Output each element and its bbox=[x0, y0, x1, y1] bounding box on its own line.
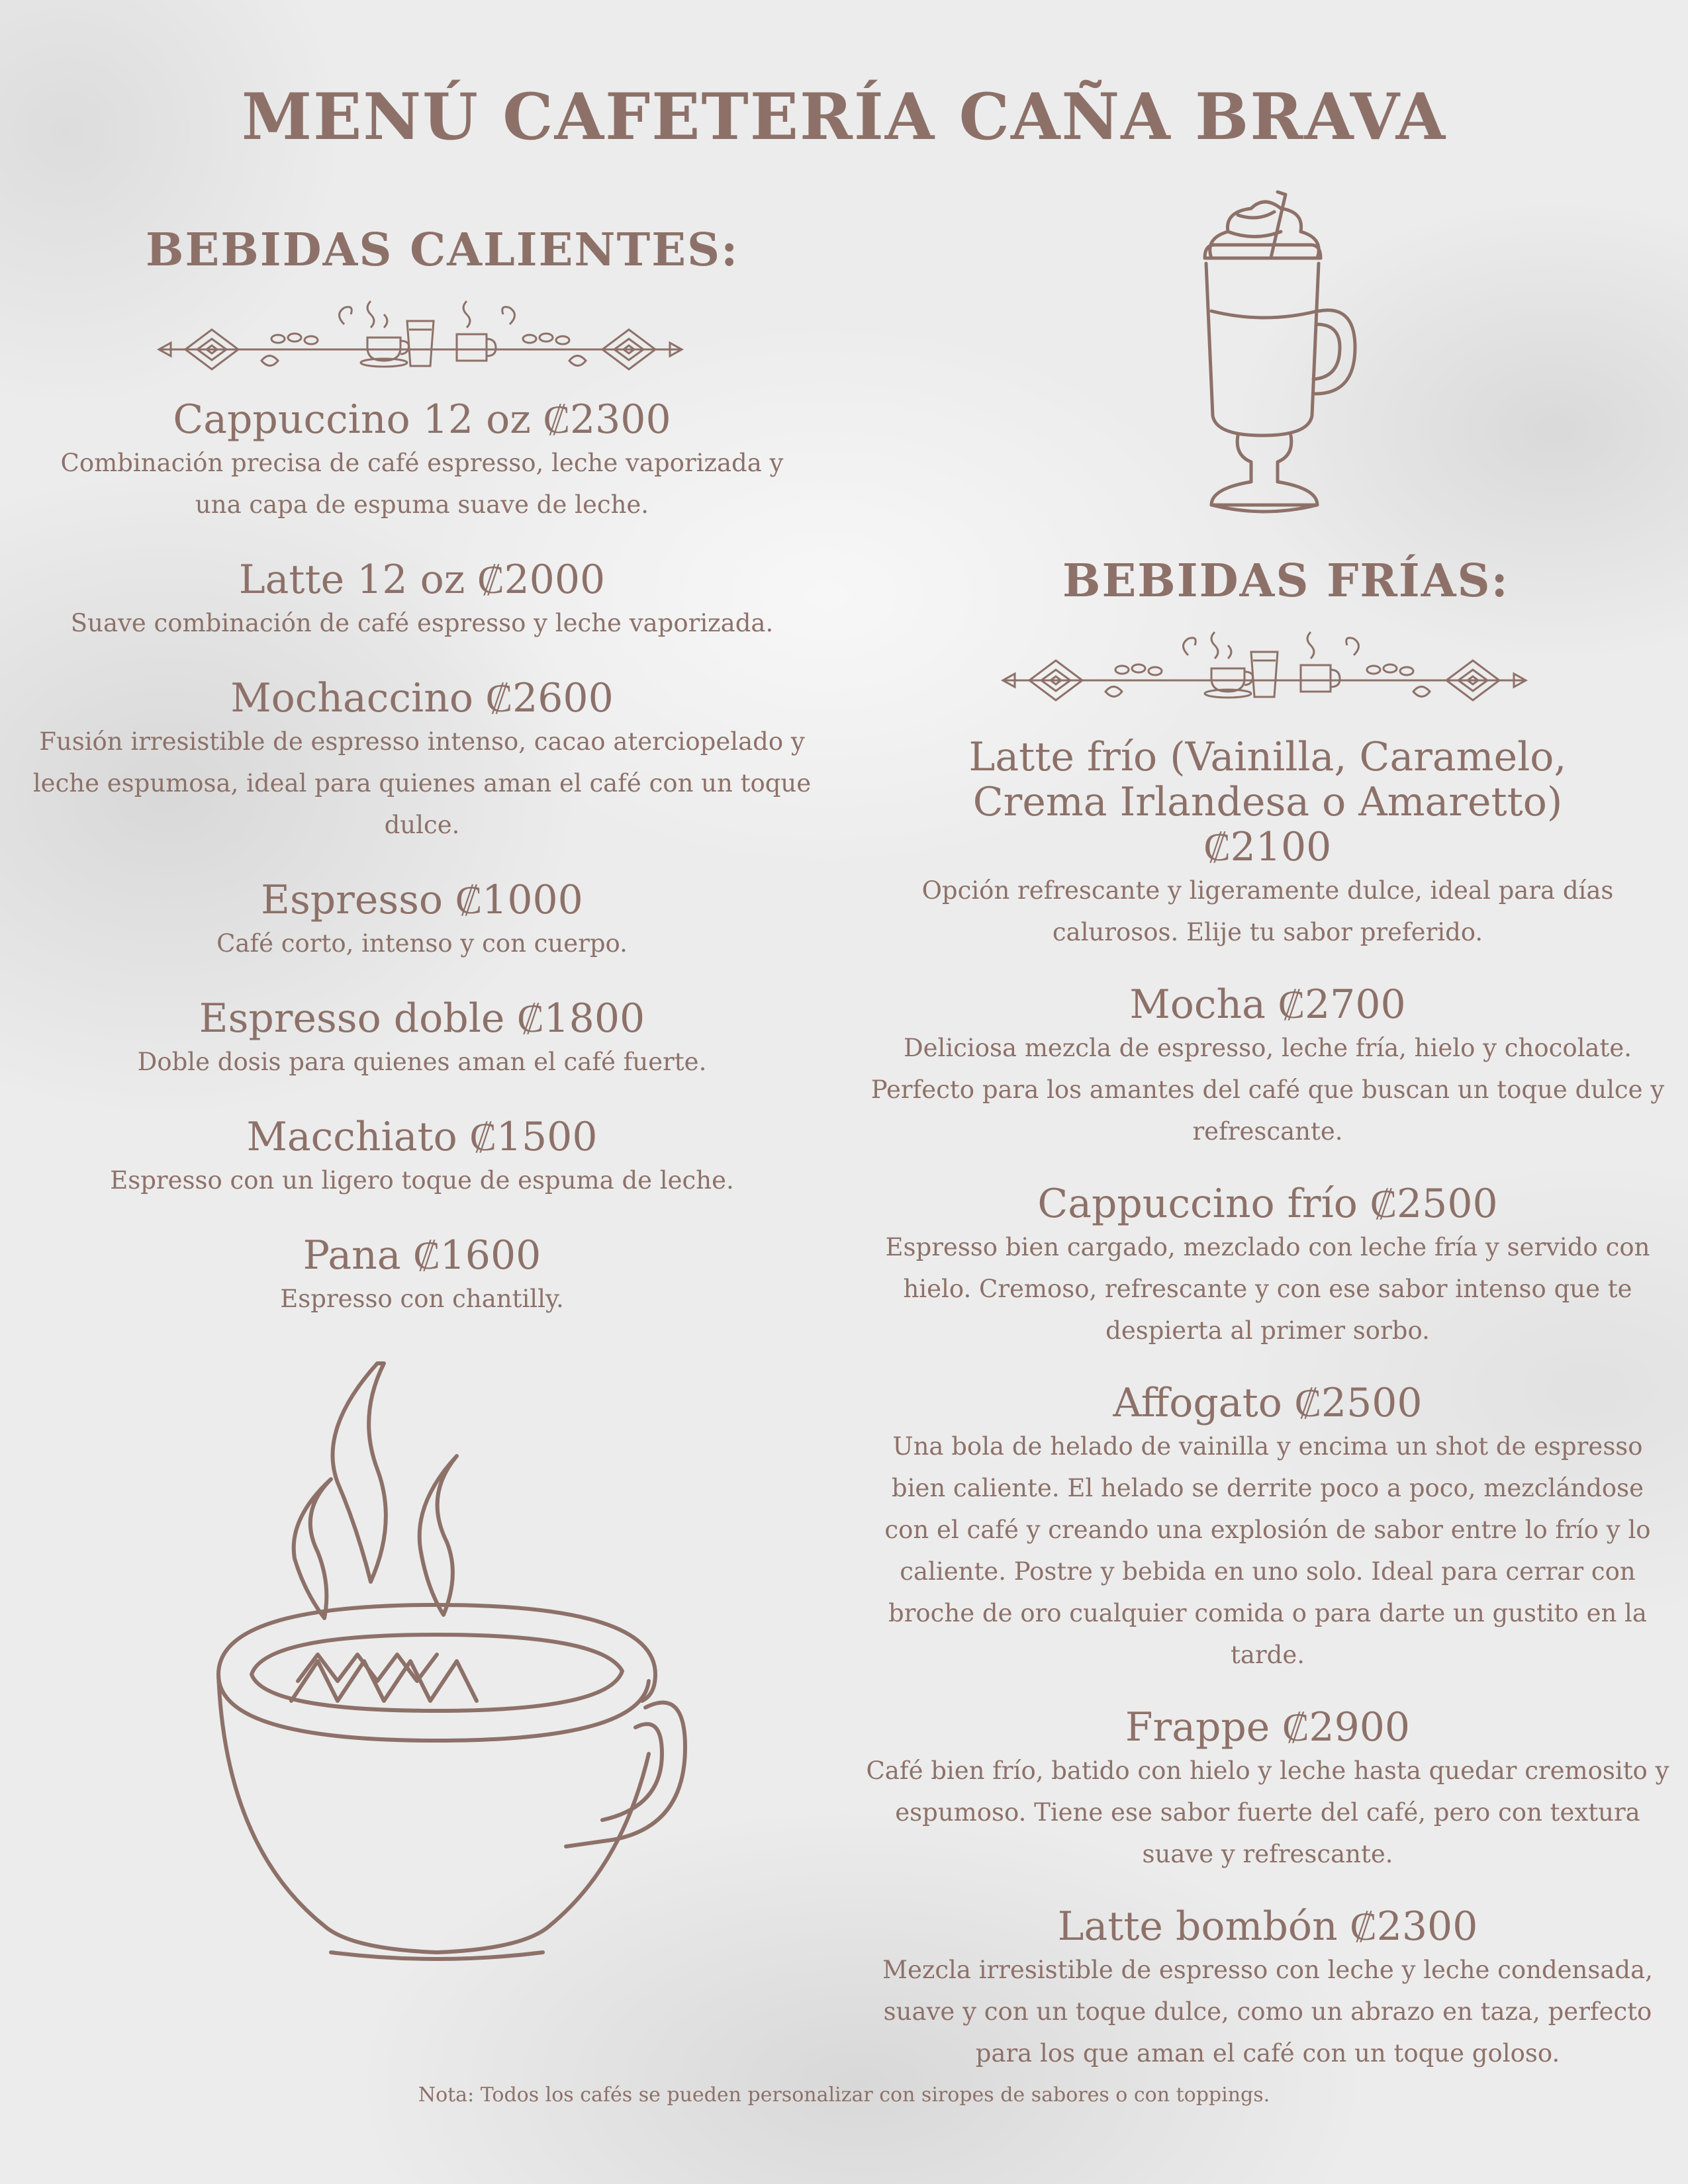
item-description: Combinación precisa de café espresso, leche vaporizada y una capa de espuma suave de leche. bbox=[60, 449, 784, 519]
list-item bbox=[861, 982, 1675, 1152]
list-item bbox=[13, 397, 831, 525]
item-description: Fusión irresistible de espresso intenso, cacao aterciopelado y leche espumosa, ideal para quienes aman el café con un toque dulce. bbox=[32, 727, 812, 839]
item-description: Suave combinación de café espresso y leche vaporizada. bbox=[70, 609, 774, 637]
item-name: Latte bombón ₡2300 bbox=[1057, 1903, 1478, 1950]
list-item bbox=[861, 1381, 1675, 1676]
hot-drinks-heading: BEBIDAS CALIENTES: bbox=[146, 224, 739, 277]
item-description: Espresso con un ligero toque de espuma de leche. bbox=[110, 1166, 734, 1195]
list-item bbox=[13, 557, 831, 644]
item-name: Pana ₡1600 bbox=[303, 1232, 541, 1279]
item-description: Mezcla irresistible de espresso con leche y leche condensada, suave y con un toque dulce, como un abrazo en taza, perfecto para los que aman el café con un toque goloso. bbox=[882, 1956, 1653, 2068]
item-description: Deliciosa mezcla de espresso, leche fría, hielo y chocolate. Perfecto para los amantes del café que buscan un toque dulce y refrescante. bbox=[870, 1034, 1665, 1146]
item-name: Mochaccino ₡2600 bbox=[230, 675, 614, 721]
list-item bbox=[861, 1904, 1675, 2074]
hot-drinks-list bbox=[13, 397, 831, 1351]
list-item bbox=[13, 878, 831, 964]
item-name: Latte frío (Vainilla, Caramelo, Crema Irlandesa o Amaretto) ₡2100 bbox=[968, 734, 1567, 870]
item-name: Frappe ₡2900 bbox=[1125, 1704, 1411, 1751]
item-description: Una bola de helado de vainilla y encima un shot de espresso bien caliente. El helado se derrite poco a poco, mezclándose con el café y creando una explosión de sabor entre lo frío y lo caliente. Postre y bebida en uno solo. Ideal para cerrar con broche de oro cualquier comida o para darte un gustito en la tarde. bbox=[884, 1432, 1651, 1669]
item-name: Latte 12 oz ₡2000 bbox=[238, 557, 606, 603]
coffee-ornament-icon bbox=[146, 298, 695, 384]
list-item bbox=[13, 676, 831, 846]
item-name: Espresso doble ₡1800 bbox=[199, 995, 645, 1042]
iced-coffee-glass-icon bbox=[1165, 185, 1364, 529]
item-name: Cappuccino frío ₡2500 bbox=[1037, 1181, 1498, 1227]
item-description: Espresso bien cargado, mezclado con leche fría y servido con hielo. Cremoso, refrescante y con ese sabor intenso que te despierta al primer sorbo. bbox=[885, 1233, 1650, 1345]
list-item bbox=[861, 1181, 1675, 1351]
cold-drinks-list bbox=[861, 735, 1675, 2103]
item-name: Espresso ₡1000 bbox=[261, 877, 583, 923]
item-name: Cappuccino 12 oz ₡2300 bbox=[173, 396, 671, 443]
item-description: Café bien frío, batido con hielo y leche hasta quedar cremosito y espumoso. Tiene ese sabor fuerte del café, pero con textura suave y refrescante. bbox=[866, 1756, 1669, 1868]
list-item bbox=[861, 735, 1675, 953]
item-name: Mocha ₡2700 bbox=[1129, 981, 1406, 1028]
coffee-ornament-icon bbox=[990, 629, 1539, 715]
item-name: Macchiato ₡1500 bbox=[246, 1114, 598, 1160]
list-item bbox=[13, 1115, 831, 1201]
list-item bbox=[861, 1705, 1675, 1875]
cold-drinks-heading: BEBIDAS FRÍAS: bbox=[1062, 555, 1509, 608]
item-name: Affogato ₡2500 bbox=[1113, 1380, 1423, 1426]
item-description: Espresso con chantilly. bbox=[280, 1285, 564, 1313]
item-description: Opción refrescante y ligeramente dulce, ideal para días calurosos. Elije tu sabor preferido. bbox=[921, 876, 1614, 946]
list-item bbox=[13, 1233, 831, 1320]
list-item bbox=[13, 996, 831, 1083]
footer-note: Nota: Todos los cafés se pueden personalizar con siropes de sabores o con toppings. bbox=[418, 2083, 1270, 2107]
steaming-coffee-cup-icon bbox=[192, 1357, 695, 2025]
item-description: Café corto, intenso y con cuerpo. bbox=[216, 929, 628, 958]
item-description: Doble dosis para quienes aman el café fuerte. bbox=[137, 1048, 707, 1076]
menu-title: MENÚ CAFETERÍA CAÑA BRAVA bbox=[241, 79, 1447, 154]
